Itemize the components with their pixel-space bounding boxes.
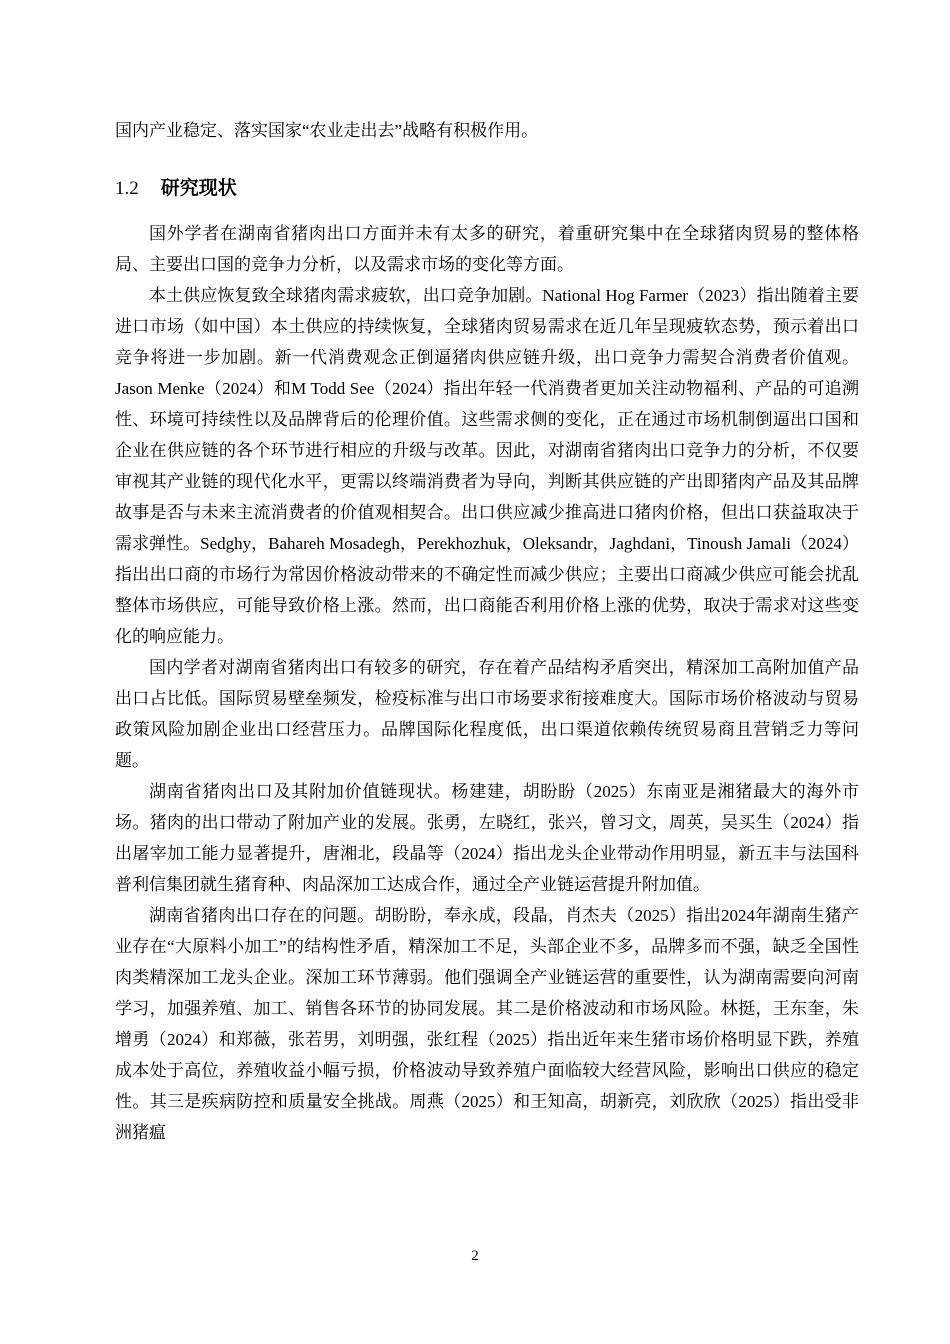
section-title: 研究现状 — [160, 178, 237, 199]
paragraph: 国外学者在湖南省猪肉出口方面并未有太多的研究，着重研究集中在全球猪肉贸易的整体格局、主要出口国的竞争力分析，以及需求市场的变化等方面。 — [115, 224, 859, 274]
page-number: 2 — [471, 1248, 479, 1264]
paragraph: 湖南省猪肉出口存在的问题。胡盼盼，奉永成，段晶，肖杰夫（2025）指出2024年湖南生猪产业存在“大原料小加工”的结构性矛盾，精深加工不足，头部企业不多，品牌多而不强，缺乏全国性肉类精深加工龙头企业。深加工环节薄弱。他们强调全产业链运营的重要性，认为湖南需要向河南学习，加强养殖、加工、销售各环节的协同发展。其二是价格波动和市场风险。林挺，王东奎，朱增勇（2024）和郑薇，张若男，刘明强，张红程（2025）指出近年来生猪市场价格明显下跌，养殖成本处于高位，养殖收益小幅亏损，价格波动导致养殖户面临较大经营风险，影响出口供应的稳定性。其三是疾病防控和质量安全挑战。周燕（2025）和王知高，胡新亮，刘欣欣（2025）指出受非洲猪瘟 — [115, 906, 859, 1142]
continuation-paragraph: 国内产业稳定、落实国家“农业走出去”战略有积极作用。 — [115, 121, 539, 140]
section-number: 1.2 — [115, 178, 139, 199]
paragraph: 本土供应恢复致全球猪肉需求疲软，出口竞争加剧。National Hog Farmer（2023）指出随着主要进口市场（如中国）本土供应的持续恢复，全球猪肉贸易需求在近几年呈现疲软态势，预示着出口竞争将进一步加剧。新一代消费观念正倒逼猪肉供应链升级，出口竞争力需契合消费者价值观。Jason Menke（2024）和M Todd See（2024）指出年轻一代消费者更加关注动物福利、产品的可追溯性、环境可持续性以及品牌背后的伦理价值。这些需求侧的变化，正在通过市场机制倒逼出口国和企业在供应链的各个环节进行相应的升级与改革。因此，对湖南省猪肉出口竞争力的分析，不仅要审视其产业链的现代化水平，更需以终端消费者为导向，判断其供应链的产出即猪肉产品及其品牌故事是否与未来主流消费者的价值观相契合。出口供应减少推高进口猪肉价格，但出口获益取决于需求弹性。Sedghy，Bahareh Mosadegh，Perekhozhuk，Oleksandr，Jaghdani，Tinoush Jamali（2024）指出出口商的市场行为常因价格波动带来的不确定性而减少供应；主要出口商减少供应可能会扰乱整体市场供应，可能导致价格上涨。然而，出口商能否利用价格上涨的优势，取决于需求对这些变化的响应能力。 — [115, 286, 859, 646]
paragraph: 湖南省猪肉出口及其附加价值链现状。杨建建，胡盼盼（2025）东南亚是湘猪最大的海外市场。猪肉的出口带动了附加产业的发展。张勇，左晓红，张兴，曾习文，周英，吴买生（2024）指出屠宰加工能力显著提升，唐湘北，段晶等（2024）指出龙头企业带动作用明显，新五丰与法国科普利信集团就生猪育种、肉品深加工达成合作，通过全产业链运营提升附加值。 — [115, 782, 859, 894]
body-text — [115, 115, 859, 1148]
paragraph: 国内学者对湖南省猪肉出口有较多的研究，存在着产品结构矛盾突出，精深加工高附加值产品出口占比低。国际贸易壁垒频发，检疫标准与出口市场要求衔接难度大。国际市场价格波动与贸易政策风险加剧企业出口经营压力。品牌国际化程度低，出口渠道依赖传统贸易商且营销乏力等问题。 — [115, 658, 859, 770]
section-heading — [115, 174, 859, 204]
